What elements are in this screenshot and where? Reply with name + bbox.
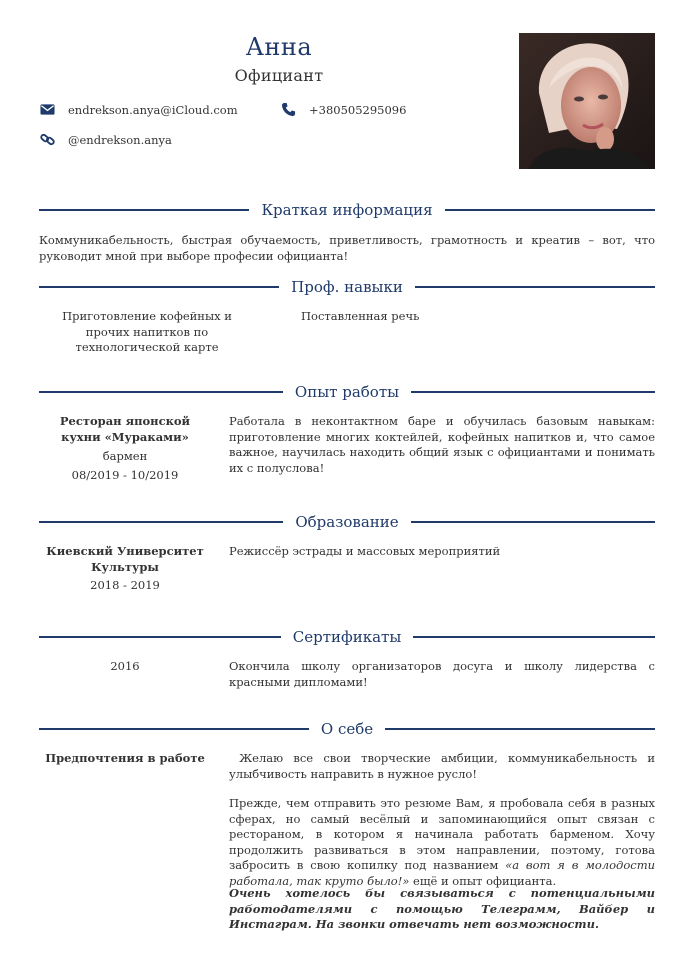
about-heading	[39, 719, 655, 739]
about-paragraph-2-start: Прежде, чем отправить это резюме Вам, я пробовала себя в разных сферах, но самый весёлый и запоминающийся опыт связан с рестораном, в котором я начинала работать барменом. Хочу продолжить развиваться в этом направлении, поэтому, готова забросить в свою копилку под названием	[229, 796, 655, 872]
experience-place: Ресторан японской кухни «Мураками»	[59, 414, 191, 444]
experience-heading	[39, 382, 655, 402]
certificate-year: 2016	[110, 659, 140, 673]
profile-photo	[519, 33, 655, 169]
education-heading	[39, 512, 655, 532]
social-contact	[40, 132, 172, 147]
summary-text: Коммуникабельность, быстрая обучаемость, приветливость, грамотность и креатив – вот, что руководит мной при выборе професии официанта!	[39, 233, 655, 263]
divider-line	[39, 728, 309, 730]
education-title: Образование	[295, 513, 399, 531]
divider-line	[411, 391, 655, 393]
candidate-role: Официант	[234, 66, 324, 85]
about-paragraph-2-quote: «а вот я в молодости работала, так круто было!»	[229, 858, 655, 888]
skill-item-1: Приготовление кофейных и прочих напитков по технологической карте	[62, 309, 232, 354]
profile-photo-image	[519, 33, 655, 169]
experience-position: бармен	[102, 449, 148, 463]
skill-item-2: Поставленная речь	[301, 309, 420, 323]
experience-description: Работала в неконтактном баре и обучилась базовым навыкам: приготовление многих коктейлей, кофейных напитков и, что самое важное, научилась находить общий язык с официантами и понимать их с полуслова!	[229, 414, 655, 475]
about-paragraph-2	[229, 796, 655, 889]
divider-line	[39, 636, 281, 638]
certificate-description: Окончила школу организаторов досуга и школу лидерства с красными дипломами!	[229, 659, 655, 689]
divider-line	[413, 636, 655, 638]
divider-line	[39, 209, 249, 211]
candidate-name: Анна	[245, 33, 313, 61]
about-title: О себе	[320, 720, 374, 738]
phone-text[interactable]: +380505295096	[309, 102, 407, 117]
envelope-icon	[40, 102, 55, 117]
email-contact	[40, 102, 238, 117]
divider-line	[39, 391, 283, 393]
divider-line	[411, 521, 655, 523]
skills-title: Проф. навыки	[291, 278, 403, 296]
summary-title: Краткая информация	[261, 201, 433, 219]
experience-period: 08/2019 - 10/2019	[71, 468, 179, 482]
divider-line	[39, 521, 283, 523]
experience-title: Опыт работы	[294, 383, 400, 401]
phone-icon	[281, 102, 296, 117]
education-description: Режиссёр эстрады и массовых мероприятий	[229, 544, 501, 558]
divider-line	[39, 286, 279, 288]
divider-line	[445, 209, 655, 211]
about-paragraph-1: Желаю все свои творческие амбиции, коммуникабельность и улыбчивость направить в нужное русло!	[229, 751, 659, 781]
skills-heading	[39, 277, 655, 297]
link-icon	[40, 132, 55, 147]
social-text[interactable]: @endrekson.anya	[68, 132, 172, 147]
summary-heading	[39, 200, 655, 220]
certificates-heading	[39, 627, 655, 647]
about-label: Предпочтения в работе	[45, 751, 205, 765]
email-text[interactable]: endrekson.anya@iCloud.com	[68, 102, 238, 117]
education-place: Киевский Университет Культуры	[46, 544, 204, 574]
about-paragraph-2-end: ещё и опыт официанта.	[409, 873, 557, 888]
about-paragraph-3: Очень хотелось бы связываться с потенциальными работодателями с помощью Телеграмм, Вайбер и Инстаграм. На звонки отвечать нет возможности.	[229, 886, 655, 931]
certificates-title: Сертификаты	[292, 628, 402, 646]
education-period: 2018 - 2019	[90, 578, 160, 592]
divider-line	[415, 286, 655, 288]
divider-line	[385, 728, 655, 730]
phone-contact	[281, 102, 406, 117]
